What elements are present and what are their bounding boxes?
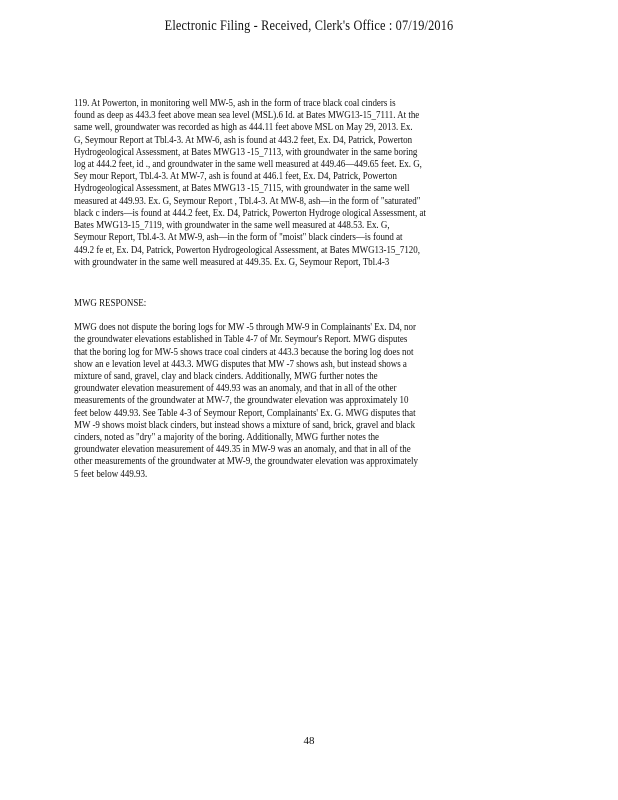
filing-header: Electronic Filing - Received, Clerk's Office : 07/19/2016: [164, 18, 454, 34]
response-line: mixture of sand, gravel, clay and black cinders. Additionally, MWG further notes the: [74, 371, 378, 382]
response-line: groundwater elevation measurement of 449.93 was an anomaly, and that in all of the other: [74, 383, 397, 394]
paragraph-line: black c inders—is found at 444.2 feet, Ex. D4, Patrick, Powerton Hydroge ological Assessment, at: [74, 208, 426, 219]
paragraph-line: Hydrogeological Assessment, at Bates MWG13 -15_7115, with groundwater in the same well: [74, 183, 410, 194]
response-line: MWG does not dispute the boring logs for MW -5 through MW-9 in Complainants' Ex. D4, nor: [74, 322, 416, 333]
paragraph-line: with groundwater in the same well measured at 449.35. Ex. G, Seymour Report, Tbl.4-3: [74, 257, 390, 268]
paragraph-line: Bates MWG13-15_7119, with groundwater in the same well measured at 448.53. Ex. G,: [74, 220, 390, 231]
response-line: cinders, noted as "dry" a majority of the boring. Additionally, MWG further notes the: [74, 432, 380, 443]
response-line: that the boring log for MW-5 shows trace coal cinders at 443.3 because the boring log does not: [74, 347, 414, 358]
paragraph-line: found as deep as 443.3 feet above mean sea level (MSL).6 Id. at Bates MWG13-15_7111. At the: [74, 110, 420, 121]
response-line: 5 feet below 449.93.: [74, 469, 148, 480]
response-line: other measurements of the groundwater at MW-9, the groundwater elevation was approximately: [74, 456, 418, 467]
response-line: show an e levation level at 443.3. MWG disputes that MW -7 shows ash, but instead shows a: [74, 359, 407, 370]
paragraph-line: Seymour Report, Tbl.4-3. At MW-9, ash—in the form of "moist" black cinders—is found at: [74, 232, 403, 243]
response-line: measurements of the groundwater at MW-7, the groundwater elevation was approximately 10: [74, 395, 409, 406]
paragraph-line: log at 444.2 feet, id ., and groundwater in the same well measured at 449.46—449.65 feet. Ex. G,: [74, 159, 422, 170]
paragraph-line: Sey mour Report, Tbl.4-3. At MW-7, ash is found at 446.1 feet, Ex. D4, Patrick, Powerton: [74, 171, 397, 182]
paragraph-line: 119. At Powerton, in monitoring well MW-5, ash in the form of trace black coal cinders is: [74, 98, 396, 109]
paragraph-line: G, Seymour Report at Tbl.4-3. At MW-6, ash is found at 443.2 feet, Ex. D4, Patrick, Powerton: [74, 135, 413, 146]
response-line: feet below 449.93. See Table 4-3 of Seymour Report, Complainants' Ex. G. MWG disputes that: [74, 408, 416, 419]
response-line: groundwater elevation measurement of 449.35 in MW-9 was an anomaly, and that in all of the: [74, 444, 411, 455]
paragraph-line: measured at 449.93. Ex. G, Seymour Report , Tbl.4-3. At MW-8, ash—in the form of "saturated": [74, 196, 421, 207]
page-number: 48: [303, 735, 315, 747]
response-line: the groundwater elevations established in Table 4-7 of Mr. Seymour's Report. MWG disputes: [74, 334, 408, 345]
response-line: MW -9 shows moist black cinders, but instead shows a mixture of sand, brick, gravel and black: [74, 420, 416, 431]
paragraph-line: 449.2 fe et, Ex. D4, Patrick, Powerton Hydrogeological Assessment, at Bates MWG13-15_7120,: [74, 245, 420, 256]
paragraph-line: Hydrogeological Assessment, at Bates MWG13 -15_7113, with groundwater in the same boring: [74, 147, 418, 158]
paragraph-line: same well, groundwater was recorded as high as 444.11 feet above MSL on May 29, 2013. Ex.: [74, 122, 413, 133]
response-heading: MWG RESPONSE:: [74, 298, 147, 309]
